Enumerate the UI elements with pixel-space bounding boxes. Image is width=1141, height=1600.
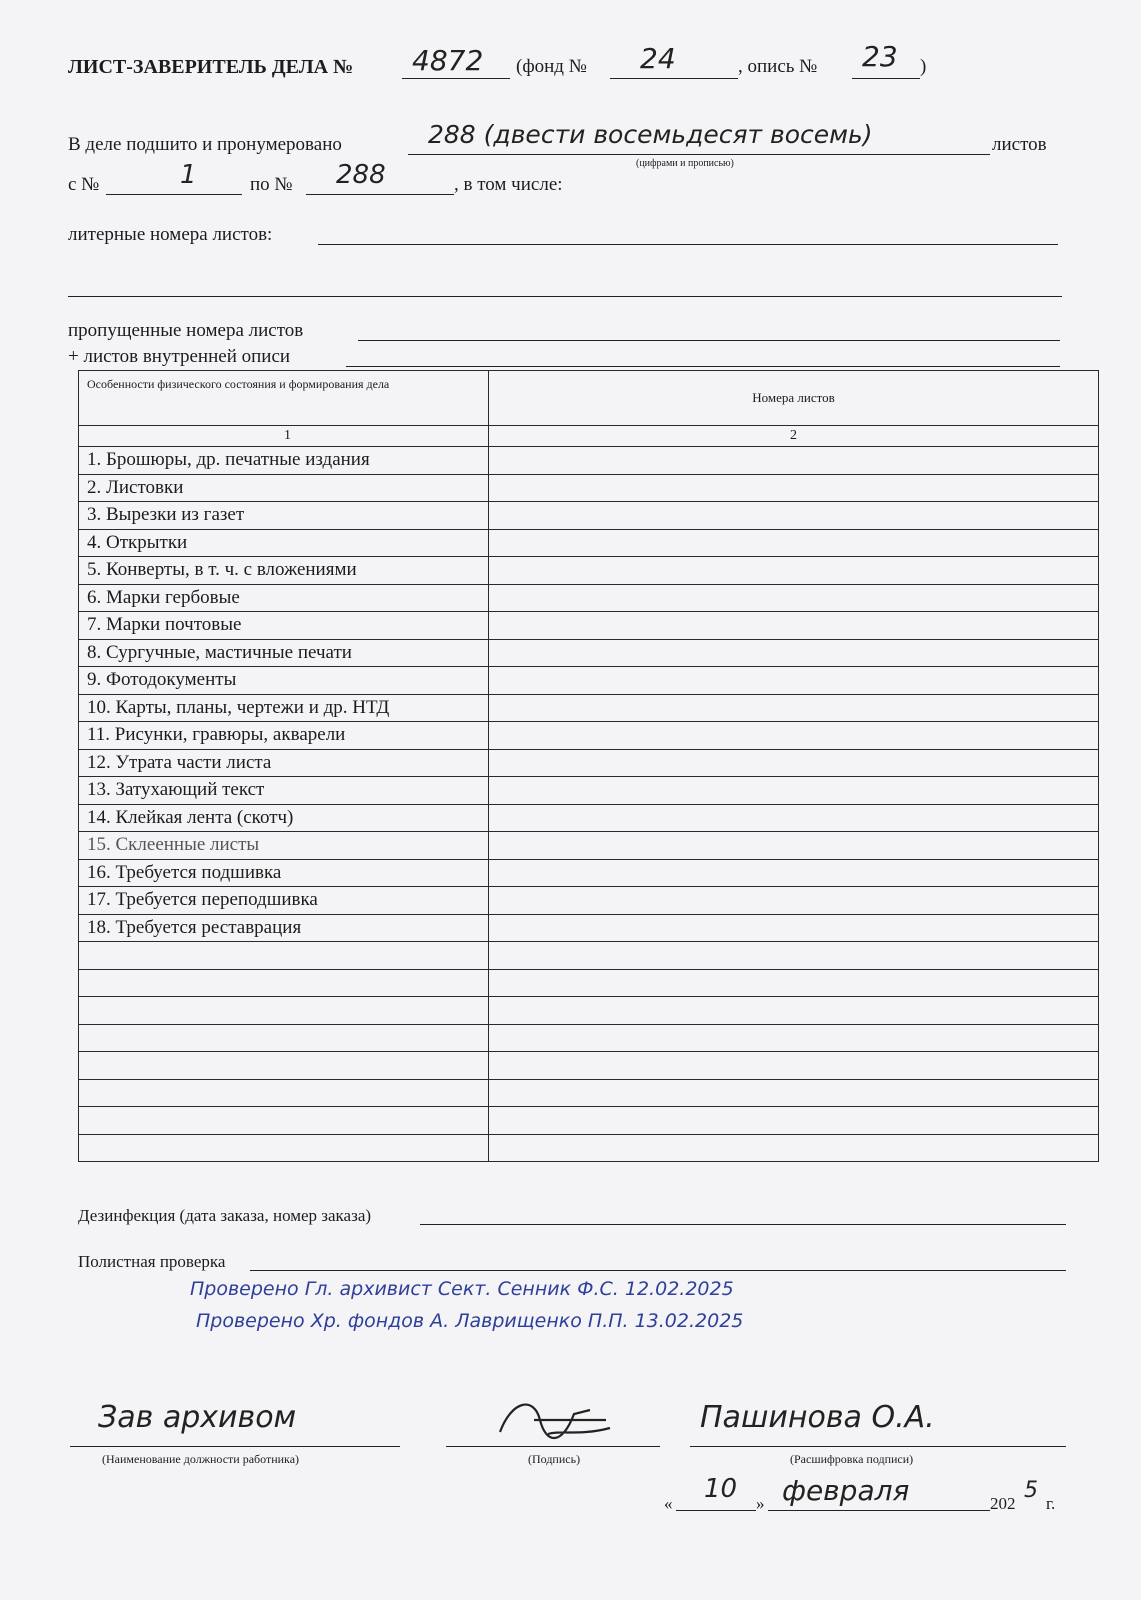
table-row-value: [489, 584, 1099, 612]
table-row-value: [489, 529, 1099, 557]
table-row-value: [489, 667, 1099, 695]
date-year-suffix: 5: [1024, 1478, 1038, 1503]
table-row: [79, 667, 1099, 695]
table-row-value: [489, 612, 1099, 640]
numbered-note: (цифрами и прописью): [636, 158, 734, 169]
table-row-label: 11. Рисунки, гравюры, акварели: [79, 722, 489, 750]
from-line: [106, 194, 242, 195]
table-row-label: 8. Сургучные, мастичные печати: [79, 639, 489, 667]
lettered-label: литерные номера листов:: [68, 224, 273, 245]
including-label: , в том числе:: [454, 174, 563, 195]
numbered-value: 288 (двести восемьдесят восемь): [428, 120, 873, 149]
name-value: Пашинова О.А.: [700, 1400, 935, 1435]
position-caption: (Наименование должности работника): [102, 1452, 300, 1466]
table-blank-row: [79, 942, 1099, 970]
blank-cell: [79, 969, 489, 997]
table-row-label: 1. Брошюры, др. печатные издания: [79, 447, 489, 475]
table-row-label: 7. Марки почтовые: [79, 612, 489, 640]
table-row-value: [489, 749, 1099, 777]
position-value: Зав архивом: [98, 1400, 297, 1435]
case-number-value: 4872: [412, 44, 484, 77]
date-open-quote: «: [664, 1494, 673, 1513]
table-number-row: [79, 426, 1099, 447]
table-blank-row: [79, 969, 1099, 997]
table-row-label: 13. Затухающий текст: [79, 777, 489, 805]
table-row: [79, 832, 1099, 860]
date-close-quote: »: [756, 1494, 765, 1513]
date-month-line: [768, 1510, 990, 1511]
sign-line: [446, 1446, 660, 1447]
check-note-1: Проверено Гл. архивист Сект. Сенник Ф.С. 12.02.2025: [190, 1278, 734, 1300]
table-blank-row: [79, 1134, 1099, 1162]
table-row-value: [489, 804, 1099, 832]
opis-value: 23: [862, 40, 898, 73]
table-row: [79, 722, 1099, 750]
case-number-line: [402, 78, 510, 79]
blank-cell: [489, 942, 1099, 970]
table-row: [79, 612, 1099, 640]
blank-cell: [79, 1134, 489, 1162]
table-row-label: 16. Требуется подшивка: [79, 859, 489, 887]
table-row-label: 15. Склеенные листы: [79, 832, 489, 860]
table-blank-row: [79, 1024, 1099, 1052]
table-row-value: [489, 859, 1099, 887]
table-row-value: [489, 832, 1099, 860]
blank-cell: [489, 997, 1099, 1025]
table-blank-row: [79, 997, 1099, 1025]
table-row: [79, 557, 1099, 585]
table-row-value: [489, 694, 1099, 722]
table-row: [79, 914, 1099, 942]
blank-cell: [79, 942, 489, 970]
blank-cell: [489, 969, 1099, 997]
fond-label: (фонд №: [516, 56, 587, 77]
numbered-line: [408, 154, 990, 155]
table-blank-row: [79, 1079, 1099, 1107]
missing-line: [358, 340, 1060, 341]
table-row-value: [489, 557, 1099, 585]
inner-inventory-label: + листов внутренней описи: [68, 346, 291, 367]
disinfection-label: Дезинфекция (дата заказа, номер заказа): [78, 1206, 372, 1225]
table-row-label: 18. Требуется реставрация: [79, 914, 489, 942]
table-row-value: [489, 639, 1099, 667]
opis-label: , опись №: [738, 56, 818, 77]
table-blank-row: [79, 1107, 1099, 1135]
lettered-line: [318, 244, 1058, 245]
table-row-value: [489, 777, 1099, 805]
disinfection-line: [420, 1224, 1066, 1225]
table-row: [79, 639, 1099, 667]
table-row-label: 14. Клейкая лента (скотч): [79, 804, 489, 832]
col1-header: Особенности физического состояния и формирования дела: [79, 371, 489, 426]
col2-number: 2: [489, 426, 1099, 447]
blank-cell: [79, 1079, 489, 1107]
table-row: [79, 474, 1099, 502]
physical-condition-table: [78, 370, 1099, 1162]
numbered-label: В деле подшито и пронумеровано: [68, 134, 342, 155]
check-label: Полистная проверка: [78, 1252, 226, 1271]
table-header-row: [79, 371, 1099, 426]
date-year-prefix: 202: [990, 1494, 1016, 1513]
inner-inventory-line: [346, 366, 1060, 367]
table-row-value: [489, 887, 1099, 915]
table-row-value: [489, 722, 1099, 750]
to-value: 288: [336, 160, 386, 190]
table-row-label: 17. Требуется переподшивка: [79, 887, 489, 915]
header-close-paren: ): [920, 56, 927, 77]
table-row-label: 4. Открытки: [79, 529, 489, 557]
table-row-value: [489, 474, 1099, 502]
table-row: [79, 887, 1099, 915]
check-line: [250, 1270, 1066, 1271]
table-row: [79, 694, 1099, 722]
opis-line: [852, 78, 920, 79]
to-label: по №: [250, 174, 293, 195]
table-row: [79, 529, 1099, 557]
table-row-label: 10. Карты, планы, чертежи и др. НТД: [79, 694, 489, 722]
table-row: [79, 584, 1099, 612]
table-row: [79, 749, 1099, 777]
date-day: 10: [704, 1474, 738, 1504]
table-row-value: [489, 502, 1099, 530]
blank-cell: [489, 1134, 1099, 1162]
col1-number: 1: [79, 426, 489, 447]
signature-mark: [490, 1390, 620, 1450]
table-row-label: 2. Листовки: [79, 474, 489, 502]
date-g: г.: [1046, 1494, 1056, 1513]
blank-cell: [79, 997, 489, 1025]
table-row: [79, 502, 1099, 530]
table-blank-row: [79, 1052, 1099, 1080]
table-row-label: 5. Конверты, в т. ч. с вложениями: [79, 557, 489, 585]
blank-cell: [79, 1107, 489, 1135]
table-row-value: [489, 914, 1099, 942]
name-caption: (Расшифровка подписи): [790, 1452, 914, 1466]
to-line: [306, 194, 454, 195]
table-row-label: 9. Фотодокументы: [79, 667, 489, 695]
position-line: [70, 1446, 400, 1447]
fond-line: [610, 78, 738, 79]
date-day-line: [676, 1510, 756, 1511]
table-row-label: 6. Марки гербовые: [79, 584, 489, 612]
blank-cell: [489, 1107, 1099, 1135]
from-value: 1: [180, 160, 197, 190]
blank-cell: [489, 1024, 1099, 1052]
date-month: февраля: [782, 1474, 910, 1507]
table-row: [79, 777, 1099, 805]
table-row-label: 12. Утрата части листа: [79, 749, 489, 777]
document-title: ЛИСТ-ЗАВЕРИТЕЛЬ ДЕЛА №: [68, 56, 354, 78]
blank-cell: [489, 1079, 1099, 1107]
missing-label: пропущенные номера листов: [68, 320, 304, 341]
from-label: с №: [68, 174, 100, 195]
name-line: [690, 1446, 1066, 1447]
sign-caption: (Подпись): [528, 1452, 581, 1466]
blank-cell: [79, 1024, 489, 1052]
numbered-suffix: листов: [992, 134, 1047, 155]
table-row-value: [489, 447, 1099, 475]
check-note-2: Проверено Хр. фондов А. Лаврищенко П.П. 13.02.2025: [196, 1310, 744, 1332]
table-row: [79, 447, 1099, 475]
blank-cell: [489, 1052, 1099, 1080]
blank-cell: [79, 1052, 489, 1080]
table-row: [79, 859, 1099, 887]
table-row-label: 3. Вырезки из газет: [79, 502, 489, 530]
table-row: [79, 804, 1099, 832]
lettered-line-2: [68, 296, 1062, 297]
col2-header: Номера листов: [489, 371, 1099, 426]
fond-value: 24: [640, 42, 676, 75]
